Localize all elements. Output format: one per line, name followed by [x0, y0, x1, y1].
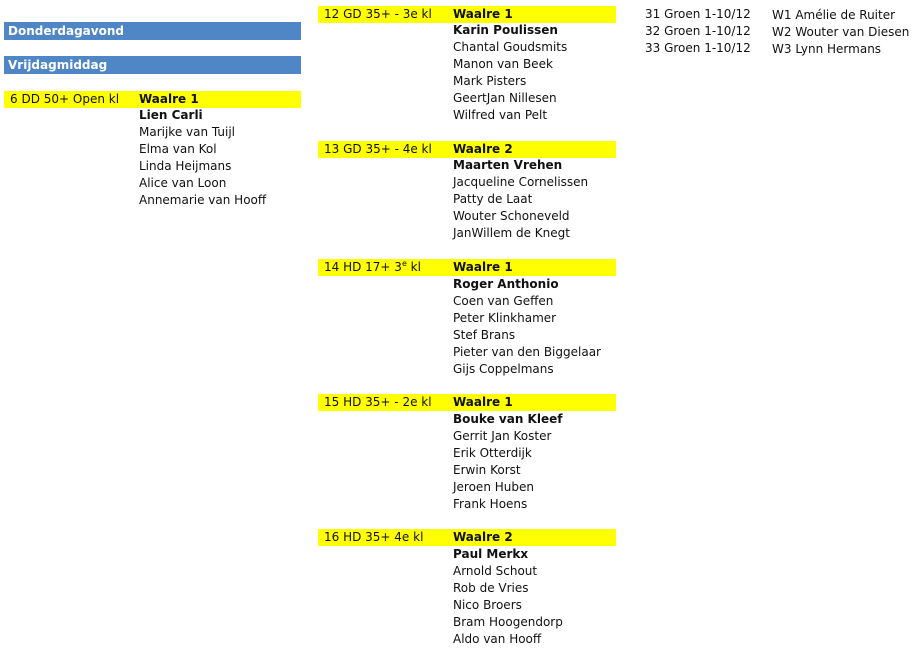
- player: Gijs Coppelmans: [453, 362, 554, 376]
- team-header-14: [318, 259, 616, 276]
- player: Linda Heijmans: [139, 159, 232, 173]
- player: Chantal Goudsmits: [453, 40, 568, 54]
- player: Erik Otterdijk: [453, 446, 532, 460]
- group-item: 31 Groen 1-10/12: [645, 7, 751, 21]
- player: Jacqueline Cornelissen: [453, 175, 589, 189]
- team-header-6: [4, 91, 301, 108]
- player: Erwin Korst: [453, 463, 521, 477]
- team-header-15: [318, 394, 616, 411]
- team-header-16: [318, 529, 616, 546]
- player: Peter Klinkhamer: [453, 311, 557, 325]
- team-header-13: [318, 141, 616, 158]
- section-donderdagavond: Donderdagavond: [4, 22, 301, 40]
- player: Alice van Loon: [139, 176, 227, 190]
- player: Frank Hoens: [453, 497, 528, 511]
- player: Gerrit Jan Koster: [453, 429, 552, 443]
- team-club: Waalre 2: [453, 142, 513, 156]
- winner-item: W3 Lynn Hermans: [772, 42, 882, 56]
- player-captain: Bouke van Kleef: [453, 412, 563, 426]
- team-club: Waalre 1: [453, 7, 513, 21]
- team-code: 6 DD 50+ Open kl: [10, 92, 120, 106]
- team-club: Waalre 1: [453, 395, 513, 409]
- winner-item: W2 Wouter van Diesen: [772, 25, 910, 39]
- player-captain: Lien Carli: [139, 108, 203, 122]
- winner-list: [772, 7, 909, 58]
- team-code: 15 HD 35+ - 2e kl: [324, 395, 432, 409]
- player: Jeroen Huben: [453, 480, 534, 494]
- player: Rob de Vries: [453, 581, 529, 595]
- team-club: Waalre 2: [453, 530, 513, 544]
- player: JanWillem de Knegt: [453, 226, 570, 240]
- team-players-12: [453, 22, 567, 124]
- team-code-main: 14 HD 17+ 3: [324, 260, 402, 274]
- player: Pieter van den Biggelaar: [453, 345, 601, 359]
- team-players-15: [453, 411, 562, 513]
- player: Aldo van Hooff: [453, 632, 542, 646]
- player: Stef Brans: [453, 328, 516, 342]
- team-code: [324, 259, 421, 276]
- player: Wilfred van Pelt: [453, 108, 548, 122]
- player: Nico Broers: [453, 598, 522, 612]
- player: Elma van Kol: [139, 142, 217, 156]
- group-item: 32 Groen 1-10/12: [645, 24, 751, 38]
- team-header-12: [318, 6, 616, 23]
- player: Arnold Schout: [453, 564, 538, 578]
- group-list: [645, 6, 751, 57]
- player: Mark Pisters: [453, 74, 527, 88]
- team-players-16: [453, 546, 563, 648]
- player: Coen van Geffen: [453, 294, 554, 308]
- player-captain: Paul Merkx: [453, 547, 529, 561]
- player-captain: Karin Poulissen: [453, 23, 558, 37]
- player: Bram Hoogendorp: [453, 615, 563, 629]
- team-club: Waalre 1: [139, 92, 199, 106]
- player: Annemarie van Hooff: [139, 193, 267, 207]
- team-code: 12 GD 35+ - 3e kl: [324, 7, 432, 21]
- team-code-superscript: e: [401, 259, 407, 268]
- player: GeertJan Nillesen: [453, 91, 557, 105]
- team-code: 16 HD 35+ 4e kl: [324, 530, 424, 544]
- player: Marijke van Tuijl: [139, 125, 236, 139]
- team-code: 13 GD 35+ - 4e kl: [324, 142, 432, 156]
- player-captain: Maarten Vrehen: [453, 158, 563, 172]
- team-code-suffix: kl: [406, 260, 421, 274]
- team-players-14: [453, 276, 601, 378]
- team-club: Waalre 1: [453, 260, 513, 274]
- player: Manon van Beek: [453, 57, 553, 71]
- team-players-6: [139, 107, 266, 209]
- player: Wouter Schoneveld: [453, 209, 570, 223]
- player-captain: Roger Anthonio: [453, 277, 559, 291]
- winner-item: W1 Amélie de Ruiter: [772, 8, 896, 22]
- section-vrijdagmiddag: Vrijdagmiddag: [4, 56, 301, 74]
- group-item: 33 Groen 1-10/12: [645, 41, 751, 55]
- player: Patty de Laat: [453, 192, 533, 206]
- team-players-13: [453, 157, 588, 242]
